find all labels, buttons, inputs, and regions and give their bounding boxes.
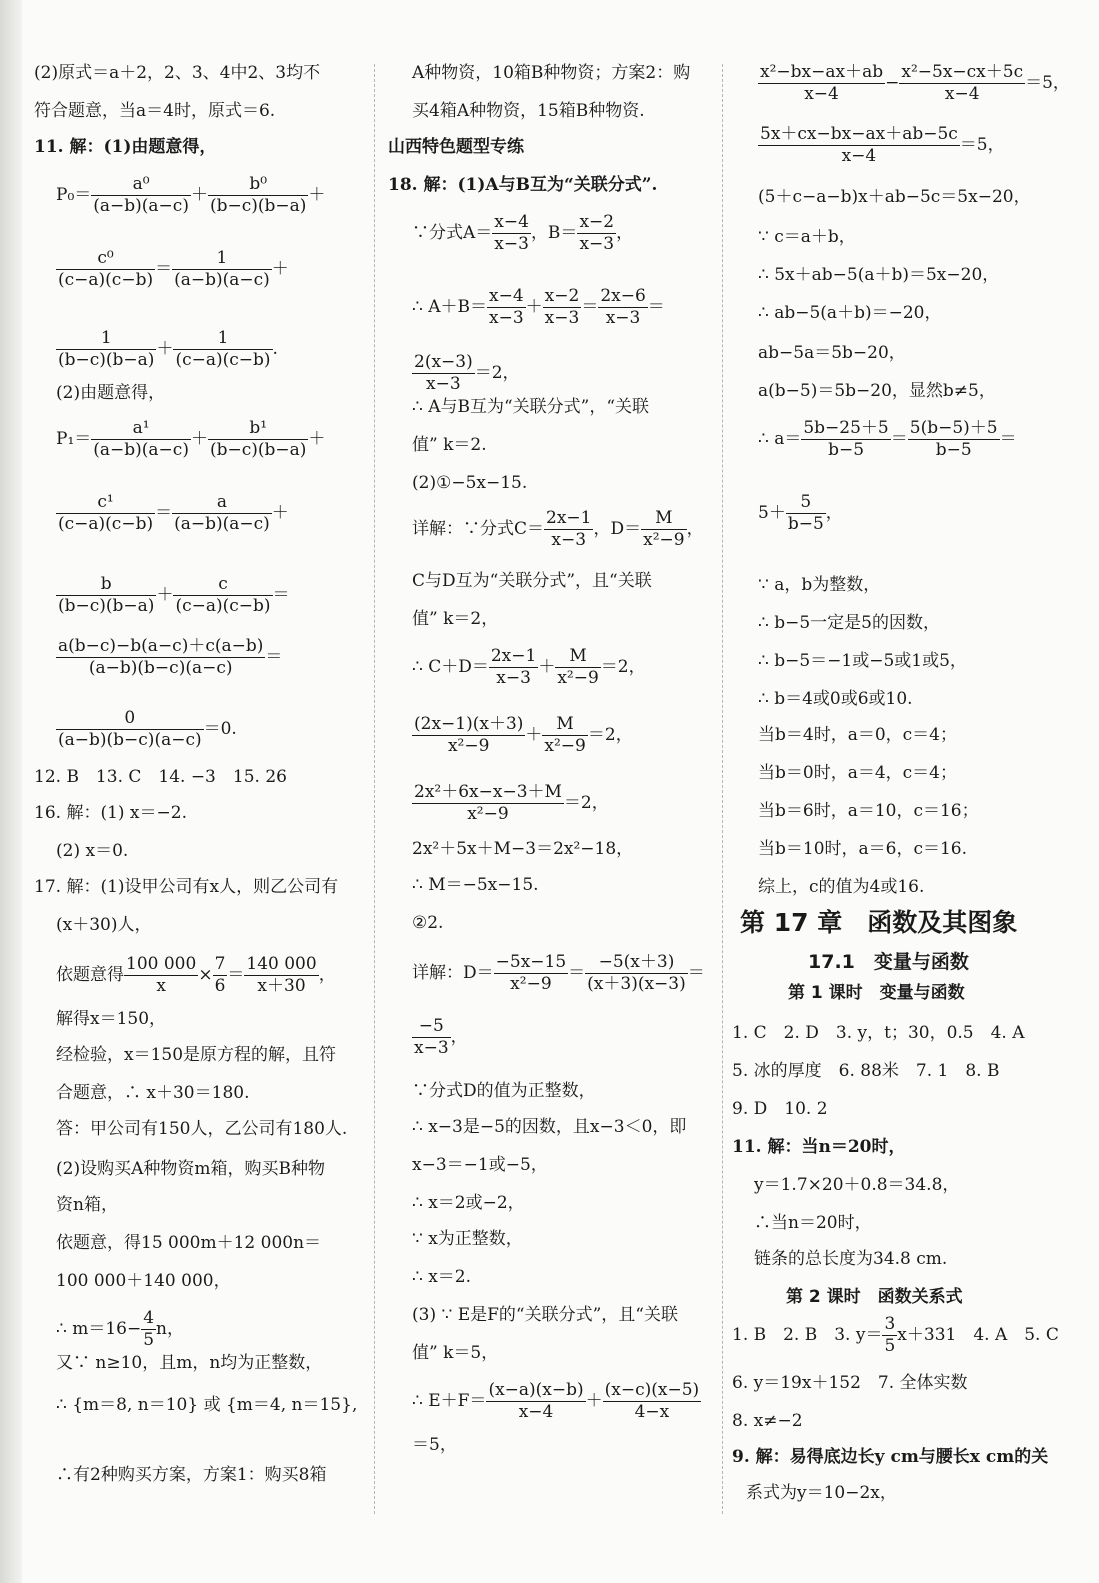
fraction <box>412 1016 451 1059</box>
math-operator: ，D＝ <box>593 519 642 539</box>
text-line: ∵分式D的值为正整数， <box>412 1081 596 1101</box>
text-line: 9. 解：易得底边长y cm与腰长x cm的关 <box>732 1447 1049 1467</box>
denominator: x−3 <box>414 1038 449 1058</box>
math-operator: ＝ <box>155 503 173 523</box>
math-text: ＝5， <box>959 135 1005 155</box>
fraction <box>544 508 593 551</box>
fraction <box>882 1314 897 1357</box>
text-line: (5＋c−a−b)x＋ab−5c＝5x−20， <box>758 187 1031 207</box>
section-heading: 山西特色题型专练 <box>388 137 524 157</box>
text-line <box>758 492 843 535</box>
denominator: x²−9 <box>510 974 552 994</box>
math-text: x＋331 4. A 5. C <box>897 1325 1059 1345</box>
text-line: 又∵ n≥10，且m，n均为正整数， <box>56 1353 323 1373</box>
text-line <box>412 952 705 995</box>
fraction <box>141 1308 156 1351</box>
text-line: 当b＝4时，a＝0，c＝4； <box>758 725 957 745</box>
math-text: P₀＝ <box>56 185 92 205</box>
math-text: 1. B 2. B 3. y＝ <box>732 1325 883 1345</box>
denominator: x＋30 <box>257 976 306 996</box>
math-text: 依题意得 <box>56 965 124 985</box>
numerator: a⁰ <box>91 174 191 196</box>
fraction <box>124 954 198 997</box>
math-text: ∴ a＝ <box>758 429 802 449</box>
text-line: (x＋30)人， <box>56 915 152 935</box>
denominator: x−3 <box>551 530 587 550</box>
text-line <box>412 1380 701 1423</box>
text-line <box>56 418 325 461</box>
math-text: ＝ <box>999 429 1017 449</box>
numerator: c¹ <box>56 492 155 514</box>
math-text: ∴ m＝16− <box>56 1319 142 1339</box>
text-line: 当b＝0时，a＝4，c＝4； <box>758 763 957 783</box>
denominator: x−3 <box>496 668 531 688</box>
text-line: ∴ x＝2. <box>412 1267 472 1287</box>
text-line: 6. y＝19x＋152 7. 全体实数 <box>732 1373 968 1393</box>
text-line <box>412 714 633 757</box>
denominator: (b−c)(b−a) <box>58 596 155 616</box>
math-text: ＝ <box>265 647 283 667</box>
numerator: M <box>555 646 600 668</box>
math-text: ＝2， <box>587 725 633 745</box>
fraction <box>412 352 475 395</box>
math-operator: − <box>885 73 900 93</box>
fraction <box>208 418 308 461</box>
text-line: ∵ a，b为整数， <box>758 575 881 595</box>
text-line <box>732 1314 1059 1357</box>
fraction <box>91 174 191 217</box>
text-line: (2)由题意得， <box>56 383 166 403</box>
numerator: 2x²＋6x−x−3＋M <box>414 782 562 802</box>
math-operator: ＝ <box>155 259 173 279</box>
column-divider <box>722 64 723 1514</box>
fraction <box>786 492 826 535</box>
text-line: A种物资，10箱B种物资；方案2：购 <box>412 63 691 83</box>
text-line: ∵ c＝a＋b， <box>758 227 856 247</box>
math-text: ， <box>686 519 704 539</box>
numerator: 140 000 <box>246 954 317 974</box>
text-line: 链条的总长度为34.8 cm. <box>754 1249 948 1269</box>
text-line <box>56 492 289 535</box>
fraction <box>603 1380 702 1423</box>
numerator: (x−c)(x−5) <box>604 1380 700 1400</box>
text-line: 综上，c的值为4或16. <box>758 877 925 897</box>
numerator: a¹ <box>91 418 191 440</box>
text-line: C与D互为“关联分式”，且“关联 <box>412 571 652 591</box>
math-operator: ＋ <box>190 185 208 205</box>
text-line: ∴ {m＝8, n＝10} 或 {m＝4, n＝15}, <box>56 1395 358 1415</box>
fraction <box>173 574 272 617</box>
fraction <box>91 418 191 461</box>
text-line: 值” k＝5， <box>412 1343 499 1363</box>
denominator: x <box>156 976 166 996</box>
denominator: b−5 <box>935 440 972 460</box>
fraction <box>173 328 272 371</box>
text-line: 2x²＋5x＋M−3＝2x²−18， <box>412 839 634 859</box>
denominator: x²−9 <box>557 668 599 688</box>
text-line: y＝1.7×20＋0.8＝34.8， <box>754 1175 960 1195</box>
numerator: 2x−1 <box>490 646 537 666</box>
denominator: x−3 <box>494 234 529 254</box>
text-line <box>56 328 278 371</box>
math-text: ， <box>318 965 336 985</box>
numerator: x−2 <box>544 286 580 306</box>
denominator: x−4 <box>841 146 877 166</box>
math-operator: ＝ <box>890 429 908 449</box>
math-operator: ＋ <box>538 657 556 677</box>
math-text: ， <box>450 1027 468 1047</box>
fraction <box>543 286 582 329</box>
fraction <box>908 418 1000 461</box>
fraction <box>56 574 156 617</box>
math-text: ＝2， <box>600 657 646 677</box>
text-line: ab−5a＝5b−20， <box>758 343 906 363</box>
fraction <box>489 646 538 689</box>
text-line: 当b＝10时，a＝6，c＝16. <box>758 839 968 859</box>
numerator: 1 <box>172 248 272 270</box>
fraction <box>577 212 616 255</box>
math-text: 详解：D＝ <box>412 963 494 983</box>
fraction <box>899 62 1025 105</box>
numerator: c <box>173 574 272 596</box>
text-line: ②2. <box>412 913 444 933</box>
text-line: 18. 解：(1)A与B互为“关联分式”. <box>388 175 658 195</box>
fraction <box>555 646 600 689</box>
math-text: ＋ <box>308 185 326 205</box>
lesson-title: 第 2 课时 函数关系式 <box>786 1287 963 1307</box>
numerator: 1 <box>56 328 156 350</box>
text-line: x−3＝−1或−5， <box>412 1155 548 1175</box>
text-line: ∴ b＝4或0或6或10. <box>758 689 913 709</box>
denominator: (c−a)(c−b) <box>58 514 154 534</box>
text-line <box>56 574 290 617</box>
math-text: ＋ <box>271 503 289 523</box>
math-text: ＝2， <box>563 793 609 813</box>
numerator: b⁰ <box>208 174 308 196</box>
text-line <box>412 352 520 395</box>
text-line <box>56 708 237 751</box>
denominator: x−3 <box>579 234 615 254</box>
numerator: 7 <box>214 954 226 974</box>
denominator: x²−9 <box>447 736 490 756</box>
text-line: 9. D 10. 2 <box>732 1099 828 1119</box>
numerator: 2(x−3) <box>414 352 473 372</box>
chapter-title: 第 17 章 函数及其图象 <box>740 908 1018 937</box>
text-line: ＝5， <box>412 1435 457 1455</box>
fraction <box>542 714 587 757</box>
denominator: (a−b)(a−c) <box>174 270 270 290</box>
fraction <box>487 286 526 329</box>
text-line: a(b−5)＝5b−20，显然b≠5， <box>758 381 996 401</box>
text-line: ∴有2种购买方案，方案1：购买8箱 <box>56 1465 327 1485</box>
text-line <box>412 782 609 825</box>
numerator: 5b−25＋5 <box>803 418 889 438</box>
text-line <box>412 212 633 255</box>
lesson-title: 第 1 课时 变量与函数 <box>788 983 965 1003</box>
text-line <box>412 646 646 689</box>
text-line: (3) ∵ E是F的“关联分式”，且“关联 <box>412 1305 678 1325</box>
fraction <box>412 714 525 757</box>
numerator: 100 000 <box>126 954 197 974</box>
denominator: x−3 <box>605 308 641 328</box>
fraction <box>585 952 688 995</box>
text-line: 5. 冰的厚度 6. 88米 7. 1 8. B <box>732 1061 1000 1081</box>
numerator: c⁰ <box>56 248 155 270</box>
numerator: a <box>172 492 272 514</box>
text-line: 8. x≠−2 <box>732 1411 803 1431</box>
text-line <box>56 636 282 679</box>
column-divider <box>374 64 375 1514</box>
numerator: (2x−1)(x＋3) <box>414 714 524 734</box>
numerator: x−2 <box>579 212 615 232</box>
math-text: ＝ <box>227 965 245 985</box>
text-line: 16. 解：(1) x＝−2. <box>34 803 187 823</box>
text-line: ∴当n＝20时， <box>754 1213 872 1233</box>
numerator: x−4 <box>494 212 529 232</box>
denominator: x−4 <box>804 84 839 104</box>
math-operator: ＝ <box>568 963 586 983</box>
denominator: x²−9 <box>643 530 685 550</box>
math-operator: ＋ <box>156 339 174 359</box>
text-line: ∴ x＝2或−2， <box>412 1193 525 1213</box>
text-line: 合题意，∴ x＋30＝180. <box>56 1083 250 1103</box>
denominator: x−3 <box>426 374 461 394</box>
text-line <box>412 1016 468 1059</box>
denominator: (b−c)(b−a) <box>209 196 307 216</box>
text-line <box>412 508 704 551</box>
denominator: x−3 <box>544 308 580 328</box>
denominator: 5 <box>884 1336 896 1356</box>
text-line: 解得x＝150， <box>56 1009 167 1029</box>
numerator: 3 <box>884 1314 896 1334</box>
fraction <box>492 212 531 255</box>
text-line: (2)原式＝a＋2，2、3、4中2、3均不 <box>34 63 321 83</box>
denominator: (a−b)(b−c)(a−c) <box>58 730 202 750</box>
fraction <box>56 636 265 679</box>
text-line: 资n箱， <box>56 1195 118 1215</box>
denominator: 5 <box>143 1330 155 1350</box>
fraction <box>56 492 155 535</box>
text-line: 当b＝6时，a＝10，c＝16； <box>758 801 979 821</box>
fraction <box>56 248 155 291</box>
math-operator: ＋ <box>585 1391 603 1411</box>
numerator: 0 <box>56 708 204 730</box>
denominator: 6 <box>214 976 226 996</box>
text-line: ∴ 5x＋ab−5(a＋b)＝5x−20， <box>758 265 1000 285</box>
math-text: ＝0. <box>203 719 237 739</box>
text-line: (2)设购买A种物资m箱，购买B种物 <box>56 1159 325 1179</box>
math-text: ， <box>616 223 634 243</box>
numerator: x²−bx−ax＋ab <box>760 62 884 82</box>
fraction <box>758 62 885 105</box>
text-line: (2) x＝0. <box>56 841 129 861</box>
denominator: (a−b)(a−c) <box>93 196 189 216</box>
math-operator: × <box>198 965 213 985</box>
math-text: ＝ <box>272 585 290 605</box>
text-line: 答：甲公司有150人，乙公司有180人. <box>56 1119 348 1139</box>
fraction <box>244 954 318 997</box>
numerator: b <box>56 574 156 596</box>
numerator: x−4 <box>489 286 524 306</box>
math-text: ＝ <box>647 297 665 317</box>
text-line <box>758 124 1005 167</box>
math-text: ， <box>825 503 843 523</box>
numerator: 4 <box>143 1308 155 1328</box>
numerator: a(b−c)−b(a−c)＋c(a−b) <box>58 636 264 656</box>
text-line: 系式为y＝10−2x， <box>746 1483 897 1503</box>
section-title: 17.1 变量与函数 <box>808 951 969 973</box>
text-line <box>412 286 665 329</box>
text-line: (2)①−5x−15. <box>412 473 528 493</box>
text-line: 值” k＝2， <box>412 609 499 629</box>
math-text: ∵分式A＝ <box>412 223 493 243</box>
text-line: ∴ ab−5(a＋b)＝−20， <box>758 303 942 323</box>
denominator: x−4 <box>944 84 980 104</box>
text-line: 经检验，x＝150是原方程的解，且符 <box>56 1045 337 1065</box>
math-text: 详解：∵分式C＝ <box>412 519 545 539</box>
denominator: (a−b)(b−c)(a−c) <box>88 658 233 678</box>
fraction <box>486 1380 585 1423</box>
math-text: . <box>272 339 278 359</box>
text-line: 11. 解：当n＝20时， <box>732 1137 906 1157</box>
numerator: b¹ <box>208 418 308 440</box>
denominator: (c−a)(c−b) <box>175 596 271 616</box>
text-line: ∴ A与B互为“关联分式”，“关联 <box>412 397 650 417</box>
math-text: ∴ C＋D＝ <box>412 657 489 677</box>
text-line <box>758 62 1070 105</box>
text-line: ∴ x−3是−5的因数，且x−3＜0，即 <box>412 1117 687 1137</box>
text-line: 17. 解：(1)设甲公司有x人，则乙公司有 <box>34 877 339 897</box>
math-text: P₁＝ <box>56 429 92 449</box>
denominator: (a−b)(a−c) <box>174 514 270 534</box>
text-line <box>56 174 325 217</box>
text-line: 依题意，得15 000m＋12 000n＝ <box>56 1233 322 1253</box>
math-operator: ，B＝ <box>530 223 578 243</box>
math-operator: ＋ <box>156 585 174 605</box>
numerator: −5(x＋3) <box>585 952 688 974</box>
fraction <box>172 248 272 291</box>
math-text: ∴ E＋F＝ <box>412 1391 487 1411</box>
text-line: 值” k＝2. <box>412 435 487 455</box>
text-line: ∴ b−5一定是5的因数， <box>758 613 940 633</box>
text-line: 1. C 2. D 3. y，t；30，0.5 4. A <box>732 1023 1025 1043</box>
fraction <box>172 492 272 535</box>
numerator: (x−a)(x−b) <box>488 1380 584 1400</box>
math-text: ＋ <box>271 259 289 279</box>
numerator: x²−5x−cx＋5c <box>901 62 1024 82</box>
text-line <box>758 418 1017 461</box>
numerator: −5 <box>412 1016 451 1038</box>
text-line <box>56 1308 184 1351</box>
math-text: ＝ <box>581 297 599 317</box>
text-line <box>56 248 289 291</box>
fraction <box>213 954 228 997</box>
denominator: x−3 <box>489 308 524 328</box>
math-text: ∴ A＋B＝ <box>412 297 487 317</box>
numerator: 2x−6 <box>600 286 646 306</box>
denominator: (c−a)(c−b) <box>58 270 154 290</box>
numerator: M <box>641 508 686 530</box>
math-text: ＋ <box>308 429 326 449</box>
text-line: 100 000＋140 000， <box>56 1271 231 1291</box>
denominator: 4−x <box>634 1402 670 1422</box>
numerator: 5(b−5)＋5 <box>909 418 998 438</box>
fraction <box>598 286 647 329</box>
text-line: 11. 解：(1)由题意得， <box>34 137 217 157</box>
fraction <box>801 418 890 461</box>
math-text: ＝ <box>687 963 705 983</box>
fraction <box>412 782 564 825</box>
fraction <box>208 174 308 217</box>
math-operator: ＋ <box>525 297 543 317</box>
denominator: b−5 <box>787 514 824 534</box>
text-line: ∵ x为正整数， <box>412 1229 523 1249</box>
numerator: −5x−15 <box>495 952 567 972</box>
numerator: 1 <box>173 328 272 350</box>
text-line <box>56 954 336 997</box>
denominator: (b−c)(b−a) <box>58 350 155 370</box>
math-text: 5＋ <box>758 503 786 523</box>
fraction <box>758 124 960 167</box>
denominator: (x＋3)(x−3) <box>587 974 686 994</box>
text-line: ∴ M＝−5x−15. <box>412 875 539 895</box>
page-edge <box>0 0 22 1583</box>
fraction <box>494 952 569 995</box>
text-line: 12. B 13. C 14. −3 15. 26 <box>34 767 287 787</box>
numerator: 5x＋cx−bx−ax＋ab−5c <box>760 124 958 144</box>
denominator: b−5 <box>828 440 865 460</box>
numerator: 5 <box>786 492 826 514</box>
math-text: ＝2， <box>474 363 520 383</box>
denominator: (c−a)(c−b) <box>175 350 271 370</box>
text-line: ∴ b−5＝−1或−5或1或5， <box>758 651 967 671</box>
denominator: x²−9 <box>544 736 586 756</box>
fraction <box>641 508 686 551</box>
denominator: (b−c)(b−a) <box>209 440 307 460</box>
math-operator: ＋ <box>525 725 543 745</box>
math-text: ＝5， <box>1025 73 1070 93</box>
numerator: 2x−1 <box>546 508 592 528</box>
text-line: 买4箱A种物资，15箱B种物资. <box>412 101 645 121</box>
fraction <box>56 328 156 371</box>
denominator: (a−b)(a−c) <box>93 440 189 460</box>
math-text: n， <box>156 1319 184 1339</box>
numerator: M <box>542 714 587 736</box>
text-line: 符合题意，当a＝4时，原式＝6. <box>34 101 276 121</box>
denominator: x−4 <box>518 1402 554 1422</box>
fraction <box>56 708 204 751</box>
denominator: x²−9 <box>467 804 509 824</box>
math-operator: ＋ <box>190 429 208 449</box>
